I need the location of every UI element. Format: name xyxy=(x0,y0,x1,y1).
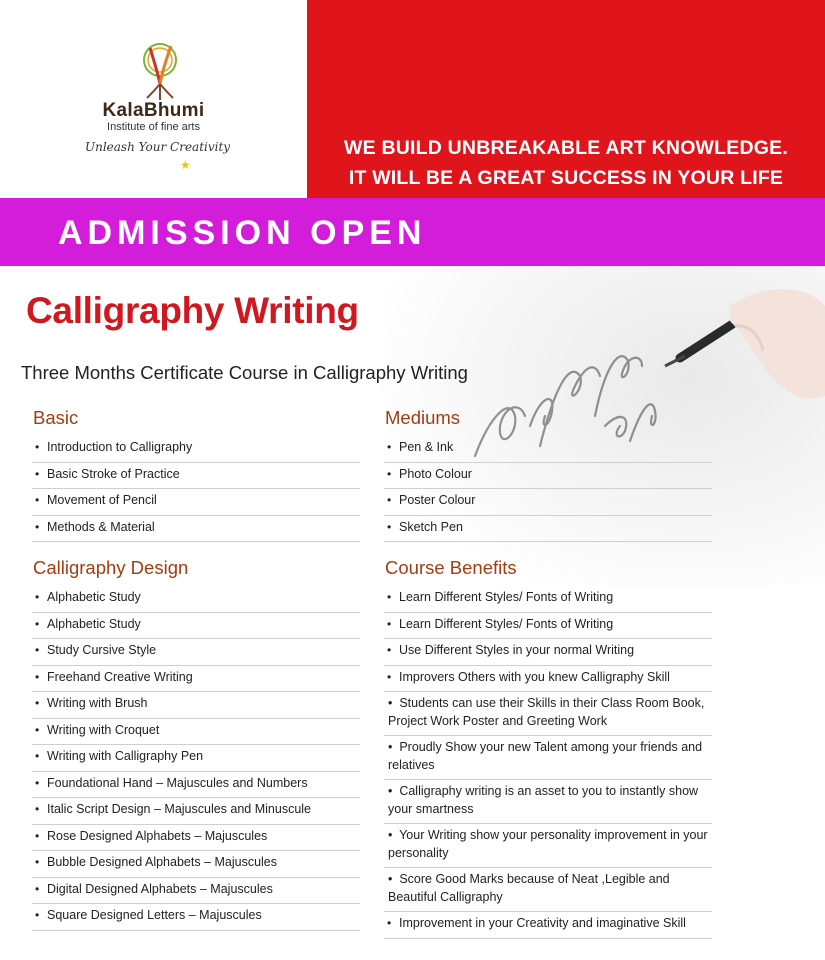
section-heading-mediums: Mediums xyxy=(385,407,461,428)
bullet-icon: • xyxy=(388,740,400,754)
list-item: • Alphabetic Study xyxy=(32,613,360,640)
list-item xyxy=(384,824,712,868)
list-item: • Bubble Designed Alphabets – Majuscules xyxy=(32,851,360,878)
benefits-list xyxy=(384,586,712,939)
star-icon: ★ xyxy=(180,158,191,172)
logo-area xyxy=(0,0,307,198)
list-item-text: Students can use their Skills in their Class Room Book, Project Work Poster and Greeting Work xyxy=(388,696,705,728)
section-heading-basic: Basic xyxy=(33,407,79,428)
list-item-text: Your Writing show your personality improvement in your personality xyxy=(388,828,708,860)
section-basic xyxy=(32,406,360,542)
list-item: • Alphabetic Study xyxy=(32,586,360,613)
list-item xyxy=(384,736,712,780)
slogan-banner xyxy=(307,0,825,198)
section-heading-design: Calligraphy Design xyxy=(33,557,189,578)
list-item: • Basic Stroke of Practice xyxy=(32,463,360,490)
list-item: • Square Designed Letters – Majuscules xyxy=(32,904,360,931)
course-title: Calligraphy Writing xyxy=(26,290,359,331)
bullet-icon: • xyxy=(388,784,400,798)
list-item: • Writing with Croquet xyxy=(32,719,360,746)
bullet-icon: • xyxy=(388,828,400,842)
bullet-icon: • xyxy=(388,872,400,886)
list-item: • Introduction to Calligraphy xyxy=(32,436,360,463)
list-item xyxy=(384,780,712,824)
list-item: • Sketch Pen xyxy=(384,516,712,543)
list-item: • Writing with Calligraphy Pen xyxy=(32,745,360,772)
list-item: • Writing with Brush xyxy=(32,692,360,719)
basic-list xyxy=(32,436,360,542)
list-item: • Improvement in your Creativity and imaginative Skill xyxy=(384,912,712,939)
list-item xyxy=(384,692,712,736)
list-item: • Italic Script Design – Majuscules and Minuscule xyxy=(32,798,360,825)
list-item: • Poster Colour xyxy=(384,489,712,516)
design-list xyxy=(32,586,360,931)
course-subtitle: Three Months Certificate Course in Calligraphy Writing xyxy=(21,362,468,383)
list-item: • Movement of Pencil xyxy=(32,489,360,516)
list-item: • Photo Colour xyxy=(384,463,712,490)
list-item: • Learn Different Styles/ Fonts of Writing xyxy=(384,586,712,613)
slogan-line-2: IT WILL BE A GREAT SUCCESS IN YOUR LIFE xyxy=(348,167,784,189)
section-calligraphy-design xyxy=(32,556,360,931)
list-item-text: Score Good Marks because of Neat ,Legible and Beautiful Calligraphy xyxy=(388,872,670,904)
list-item: • Improvers Others with you knew Calligraphy Skill xyxy=(384,666,712,693)
list-item: • Foundational Hand – Majuscules and Numbers xyxy=(32,772,360,799)
list-item: • Use Different Styles in your normal Writing xyxy=(384,639,712,666)
list-item-text: Proudly Show your new Talent among your friends and relatives xyxy=(388,740,703,772)
list-item: • Rose Designed Alphabets – Majuscules xyxy=(32,825,360,852)
mediums-list xyxy=(384,436,712,542)
list-item: • Study Cursive Style xyxy=(32,639,360,666)
kalabhumi-logo-icon xyxy=(135,40,185,102)
brand-name: KalaBhumi xyxy=(102,100,205,121)
brand-tagline: Unleash Your Creativity xyxy=(85,140,231,154)
admission-heading: ADMISSION OPEN xyxy=(58,214,427,252)
list-item-text: Calligraphy writing is an asset to you to instantly show your smartness xyxy=(388,784,699,816)
brand-subtitle: Institute of fine arts xyxy=(107,121,200,133)
section-heading-benefits: Course Benefits xyxy=(385,557,517,578)
section-mediums xyxy=(384,406,712,542)
list-item: • Methods & Material xyxy=(32,516,360,543)
list-item xyxy=(384,868,712,912)
list-item: • Pen & Ink xyxy=(384,436,712,463)
list-item: • Digital Designed Alphabets – Majuscules xyxy=(32,878,360,905)
slogan-line-1: WE BUILD UNBREAKABLE ART KNOWLEDGE. xyxy=(344,137,788,159)
section-course-benefits xyxy=(384,556,712,939)
list-item: • Freehand Creative Writing xyxy=(32,666,360,693)
list-item: • Learn Different Styles/ Fonts of Writing xyxy=(384,613,712,640)
bullet-icon: • xyxy=(388,696,400,710)
